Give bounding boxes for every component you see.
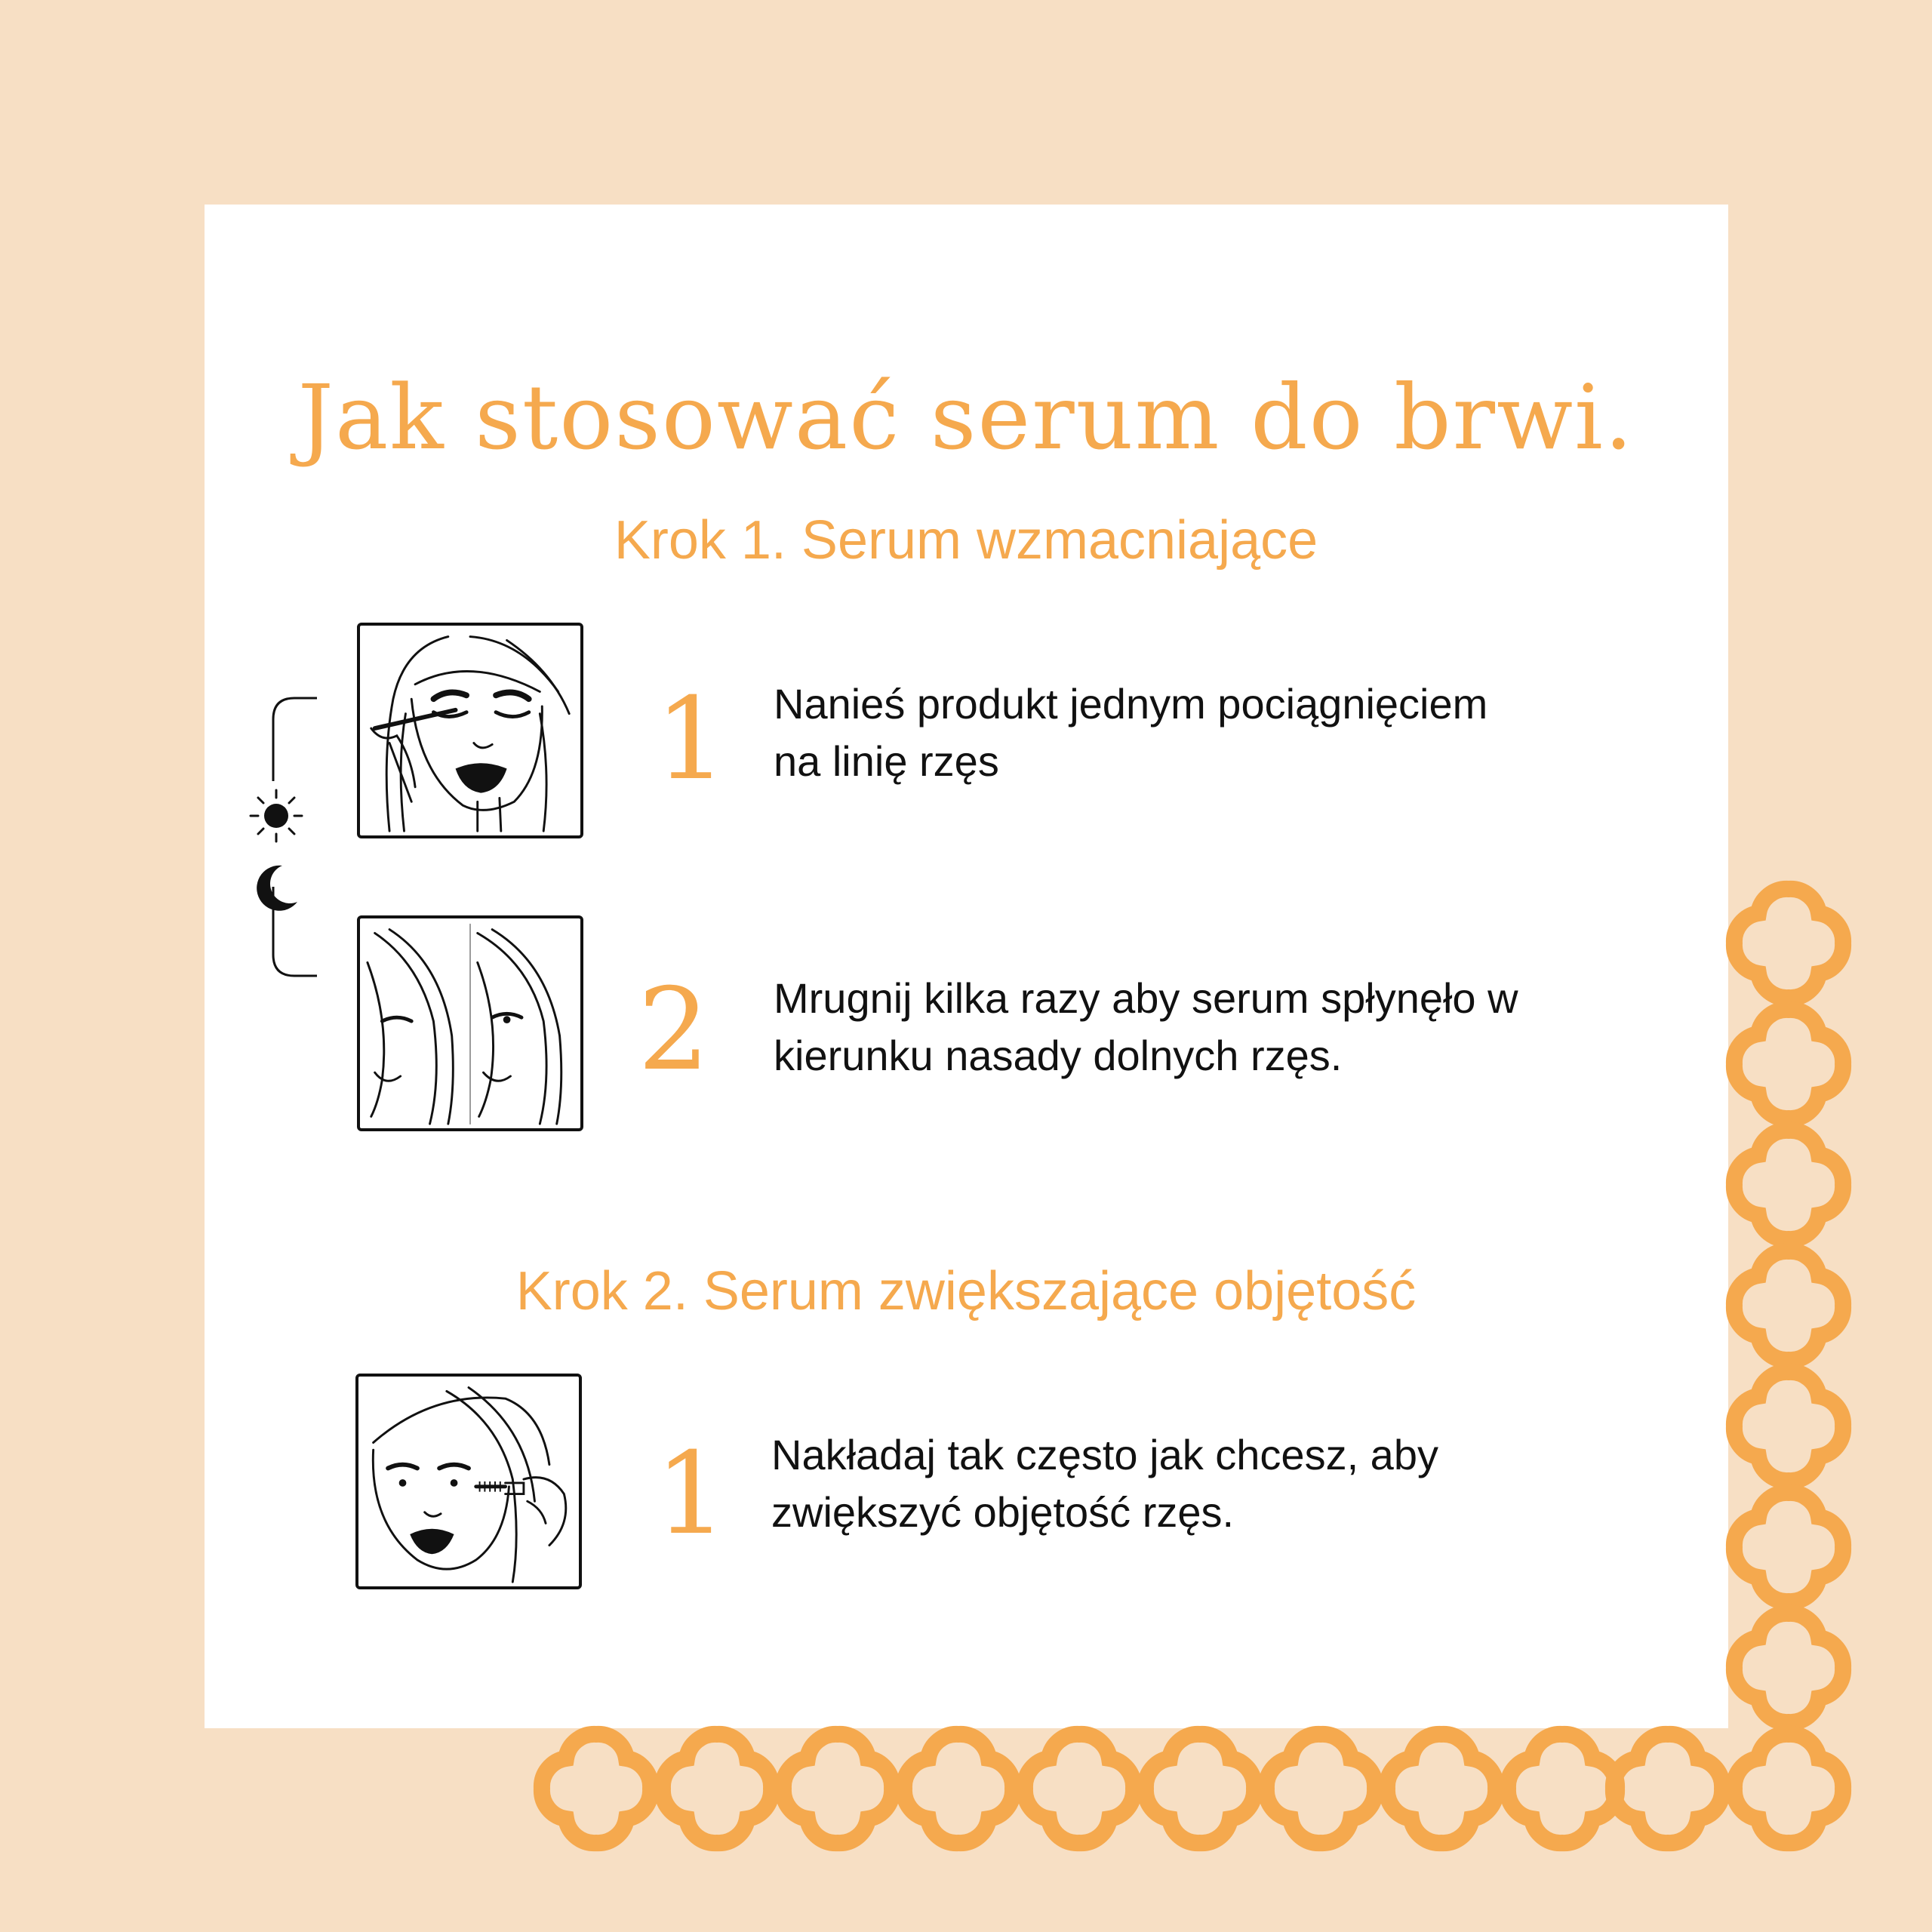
step-number: 1 <box>655 674 728 805</box>
step-number: 2 <box>638 964 710 1096</box>
section-1-heading: Krok 1. Serum wzmacniające <box>614 510 1318 571</box>
step-description: Mrugnij kilka razy aby serum spłynęło w kierunku nasady dolnych rzęs. <box>774 974 1518 1079</box>
step-description: Nanieś produkt jednym pociągnięciem na linię rzęs <box>774 680 1488 785</box>
page-title: Jak stosować serum do brwi. <box>297 365 1635 470</box>
step-number: 1 <box>655 1429 728 1560</box>
section-2-heading: Krok 2. Serum zwiększające objętość <box>515 1261 1417 1321</box>
step-description: Nakładaj tak często jak chcesz, aby zwiększyć objętość rzęs. <box>771 1431 1438 1536</box>
